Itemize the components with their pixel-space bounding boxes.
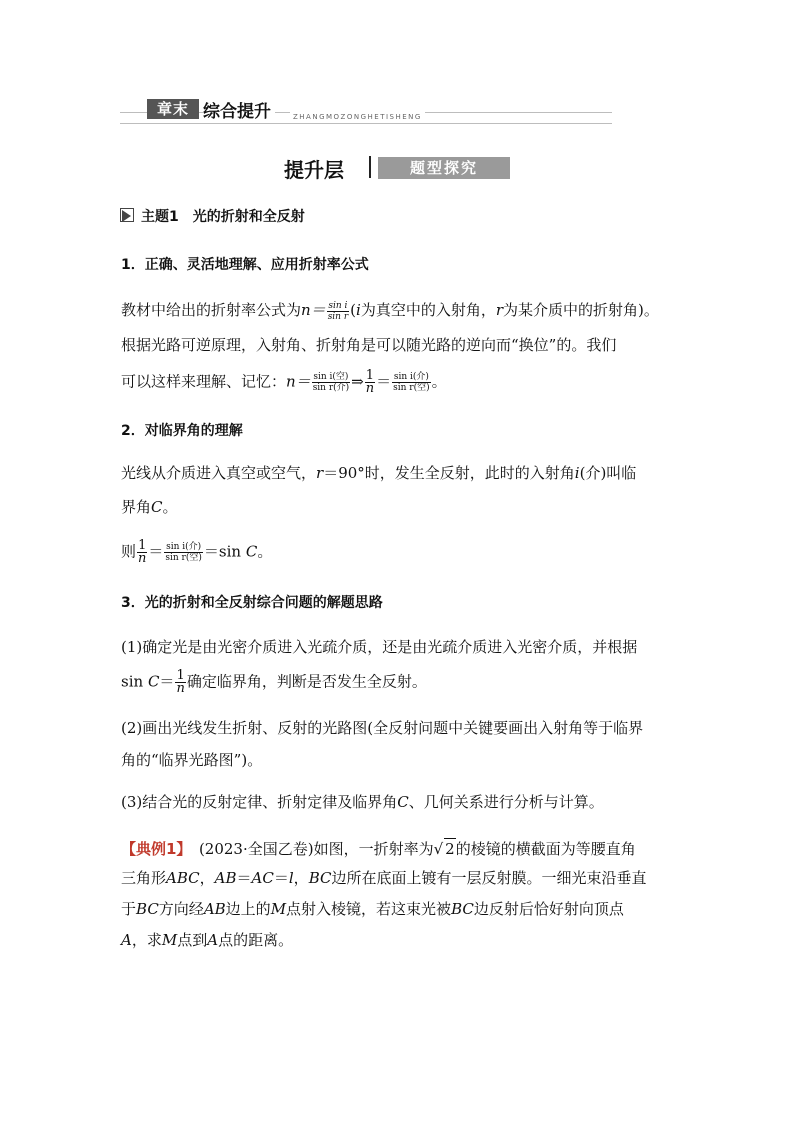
heading-1: 1．正确、灵活地理解、应用折射率公式	[121, 257, 369, 273]
paragraph-8: sin C＝ $\frac{1}{n}$ 确定临界角，判断是否发生全反射。	[121, 668, 427, 696]
play-triangle-icon	[122, 210, 131, 222]
heading-2: 2．对临界角的理解	[121, 423, 243, 439]
paragraph-6: 则 $\frac{1}{n}$ ＝ $\frac{\text{sin i(介)}}{\text{sin r(空)}}$ ＝sin C。	[121, 538, 273, 566]
example-line-2: 三角形ABC，AB＝AC＝l，BC边所在底面上镀有一层反射膜。一细光束沿垂直	[121, 869, 647, 887]
example-line-3: 于BC方向经AB边上的M点射入棱镜，若这束光被BC边反射后恰好射向顶点	[121, 900, 624, 918]
header-title: 综合提升	[203, 97, 275, 122]
example-line-1: 【典例1】 (2023·全国乙卷)如图，一折射率为√ 2的棱镜的横截面为等腰直角	[121, 840, 636, 858]
heading-3: 3．光的折射和全反射综合问题的解题思路	[121, 595, 383, 611]
section-tag: 题型探究	[378, 157, 510, 179]
topic-heading: 主题1 光的折射和全反射	[141, 209, 305, 225]
paragraph-9: (2)画出光线发生折射、反射的光路图(全反射问题中关键要画出入射角等于临界	[121, 719, 644, 737]
paragraph-4: 光线从介质进入真空或空气，r＝90°时，发生全反射，此时的入射角i(介)叫临	[121, 464, 637, 482]
fraction: $\frac{\text{sin i}}{\text{sin r}}$	[327, 300, 349, 322]
paragraph-7: (1)确定光是由光密介质进入光疏介质，还是由光疏介质进入光密介质，并根据	[121, 638, 638, 656]
paragraph-10: 角的“临界光路图”)。	[121, 751, 263, 769]
paragraph-3: 可以这样来理解、记忆：n＝ $\frac{\text{sin i(空)}}{\text{sin r(介)}}$ ⇒ $\frac{1}{n}$ ＝ $\frac{\text{sin i(介)}}{\text{sin r(空)}}$ 。	[121, 368, 447, 396]
example-line-4: A，求M点到A点的距离。	[121, 931, 294, 949]
header-pinyin: ZHANGMOZONGHETISHENG	[290, 112, 425, 122]
paragraph-11: (3)结合光的反射定律、折射定律及临界角C、几何关系进行分析与计算。	[121, 793, 604, 811]
paragraph-2: 根据光路可逆原理，入射角、折射角是可以随光路的逆向而“换位”的。我们	[121, 336, 617, 354]
section-title: 提升层	[284, 158, 344, 182]
section-divider	[369, 156, 371, 178]
chapter-end-badge: 章末	[147, 99, 199, 119]
paragraph-1: 教材中给出的折射率公式为n＝ $\frac{\text{sin i}}{\text{sin r}}$ (i为真空中的入射角，r为某介质中的折射角)。	[121, 300, 659, 322]
example-label: 【典例1】	[121, 840, 184, 858]
paragraph-5: 界角C。	[121, 498, 178, 516]
